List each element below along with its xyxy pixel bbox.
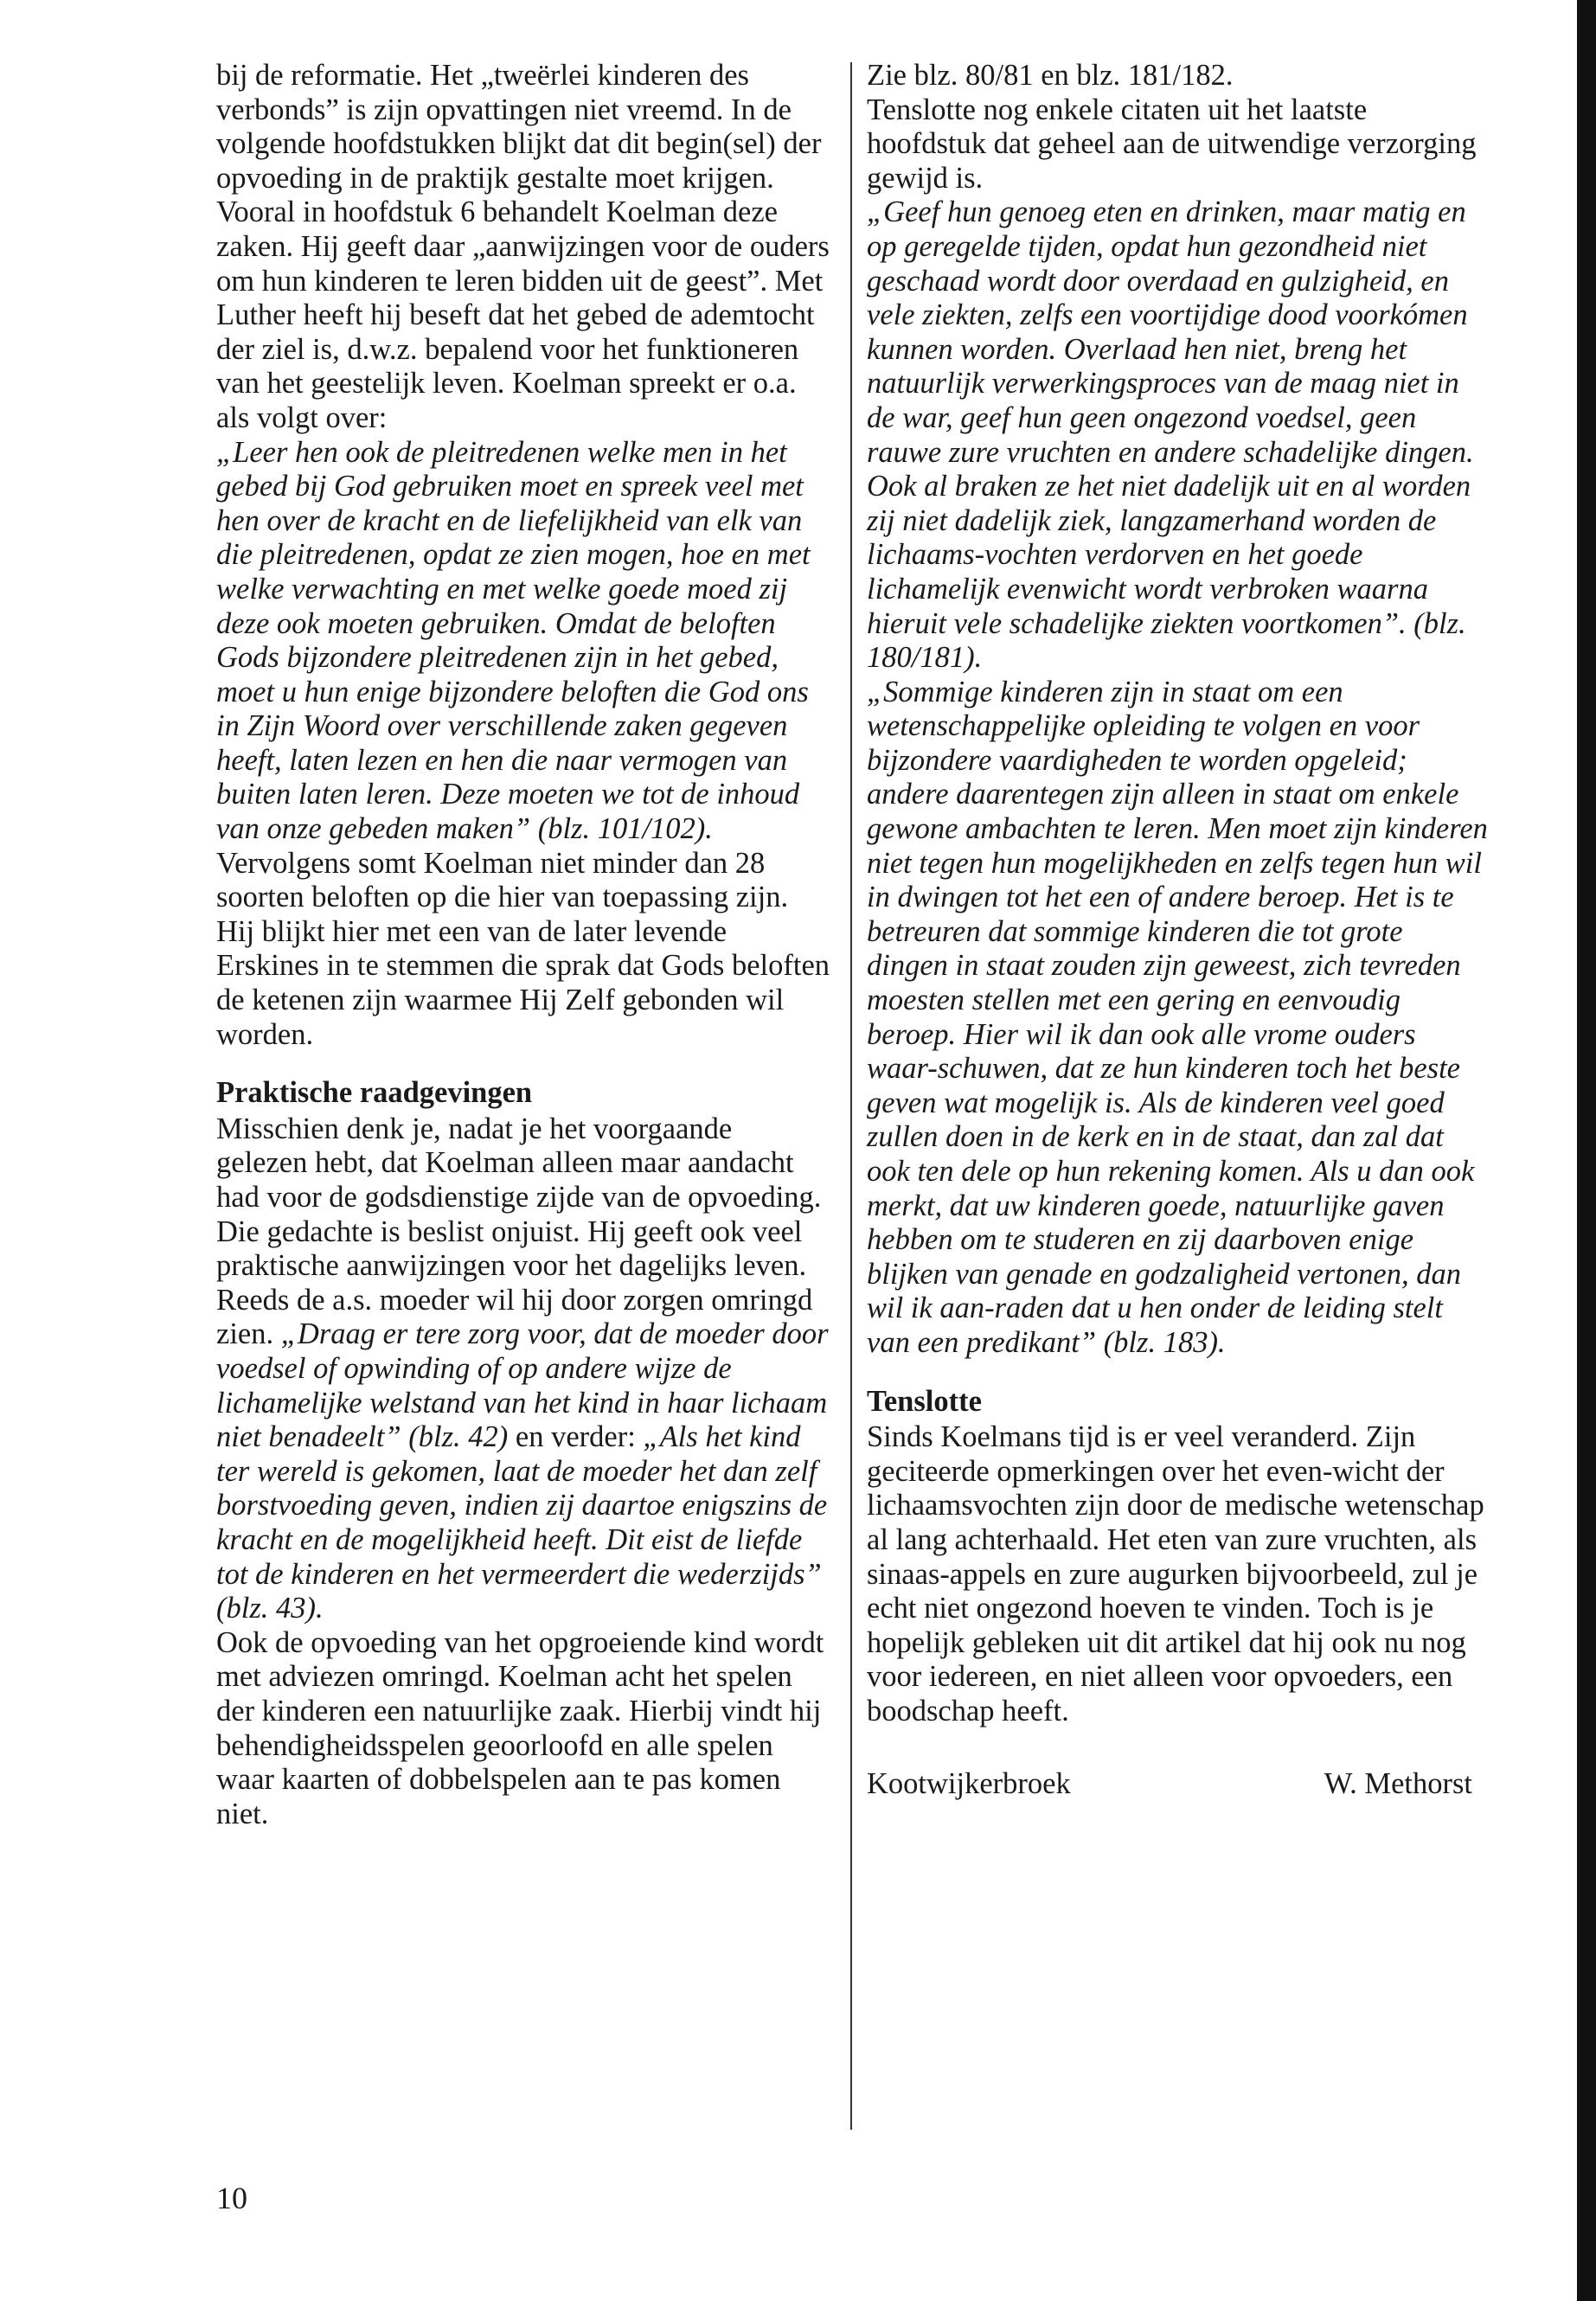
left-p3-text-a: Misschien denk je, nadat je het voorgaande gelezen hebt, dat Koelman alleen maar aandacht had voor de godsdienstige zijde van de opvoeding. Die gedachte is beslist onjuist. Hij geeft ook veel praktische aanwijzingen voor het dagelijks leven. Reeds de a.s. moeder wil hij door zorgen omringd zien. [216,1112,822,1351]
left-p3-quote-1: „Draag er tere zorg voor, dat de moeder door voedsel of opwinding of op andere wijze de lichamelijke welstand van het kind in haar lichaam niet benadeelt” (blz. 42) [216,1317,829,1454]
left-quote-1: „Leer hen ook de pleitredenen welke men in het gebed bij God gebruiken moet en spreek veel met hen over de kracht en de liefelijkheid van elk van die pleitredenen, opdat ze zien mogen, hoe en met welke verwachting en met welke goede moed zij deze ook moeten gebruiken. Omdat de beloften Gods bijzondere pleitredenen zijn in het gebed, moet u hun enige bijzondere beloften die God ons in Zijn Woord over verschillende zaken gegeven heeft, laten lezen en hen die naar vermogen van buiten laten leren. Deze moeten we tot de inhoud van onze gebeden maken” (blz. 101/102). [216,435,811,846]
left-paragraph-4: Ook de opvoeding van het opgroeiende kind wordt met adviezen omringd. Koelman acht het spelen der kinderen een natuurlijke zaak. Hierbij vindt hij behendigheidsspelen geoorloofd en alle spelen waar kaarten of dobbelspelen aan te pas komen niet. [216,1625,824,1830]
left-column [216,59,830,1831]
right-quote-2: „Sommige kinderen zijn in staat om een wetenschappelijke opleiding te volgen en voor bijzondere vaardigheden te worden opgeleid; andere daarentegen zijn alleen in staat om enkele gewone ambachten te leren. Men moet zijn kinderen niet tegen hun mogelijkheden en zelfs tegen hun wil in dwingen tot het een of andere beroep. Het is te betreuren dat sommige kinderen die tot grote dingen in staat zouden zijn geweest, zich tevreden moesten stellen met een gering en eenvoudig beroep. Hier wil ik dan ook alle vrome ouders waar-schuwen, dat ze hun kinderen toch het beste geven wat mogelijk is. Als de kinderen veel goed zullen doen in de kerk en in de staat, dan zal dat ook ten dele op hun rekening komen. Als u dan ook merkt, dat uw kinderen goede, natuurlijke gaven hebben om te studeren en zij daarboven enige blijken van genade en godzaligheid vertonen, dan wil ik aan-raden dat u hen onder de leiding stelt van een predikant” (blz. 183). [867,675,1488,1359]
right-quote-1: „Geef hun genoeg eten en drinken, maar matig en op geregelde tijden, opdat hun gezondheid niet geschaad wordt door overdaad en gulzigheid, en vele ziekten, zelfs een voortijdige dood voorkómen kunnen worden. Overlaad hen niet, breng het natuurlijk verwerkingsproces van de maag niet in de war, geef hun geen ongezond voedsel, geen rauwe zure vruchten en andere schadelijke dingen. Ook al braken ze het niet dadelijk uit en al worden zij niet dadelijk ziek, langzamerhand worden de lichaams-vochten verdorven en het goede lichamelijk evenwicht wordt verbroken waarna hieruit vele schadelijke ziekten voortkomen”. (blz. 180/181). [867,195,1474,675]
left-paragraph-3 [216,1112,830,1626]
left-p3-text-b: en verder: [508,1420,644,1454]
right-paragraph-1: Zie blz. 80/81 en blz. 181/182. [867,59,1234,92]
signature-author: W. Methorst [1324,1766,1472,1800]
right-column [867,59,1491,1801]
signature-line [867,1767,1472,1802]
column-divider [850,62,852,2130]
section-heading-praktische: Praktische raadgevingen [216,1076,533,1110]
scan-edge-bar [1577,0,1596,2301]
page-number: 10 [216,2181,247,2215]
signature-place: Kootwijkerbroek [867,1766,1071,1800]
right-paragraph-2: Tenslotte nog enkele citaten uit het laatste hoofdstuk dat geheel aan de uitwendige verzorging gewijd is. [867,93,1477,195]
left-paragraph-1: bij de reformatie. Het „tweërlei kinderen des verbonds” is zijn opvattingen niet vreemd. In de volgende hoofdstukken blijkt dat dit begin(sel) der opvoeding in de praktijk gestalte moet krijgen. Vooral in hoofdstuk 6 behandelt Koelman deze zaken. Hij geeft daar „aanwijzingen voor de ouders om hun kinderen te leren bidden uit de geest”. Met Luther heeft hij beseft dat het gebed de ademtocht der ziel is, d.w.z. bepalend voor het funktioneren van het geestelijk leven. Koelman spreekt er o.a. als volgt over: [216,59,830,434]
section-heading-tenslotte: Tenslotte [867,1384,982,1418]
left-p3-quote-2: „Als het kind ter wereld is gekomen, laat de moeder het dan zelf borstvoeding geven, indien zij daartoe enigszins de kracht en de mogelijkheid heeft. Dit eist de liefde tot de kinderen en het vermeerdert die wederzijds” (blz. 43). [216,1420,828,1625]
left-paragraph-2: Vervolgens somt Koelman niet minder dan 28 soorten beloften op die hier van toepassing zijn. Hij blijkt hier met een van de later levende Erskines in te stemmen die sprak dat Gods beloften de ketenen zijn waarmee Hij Zelf gebonden wil worden. [216,846,830,1051]
right-paragraph-3: Sinds Koelmans tijd is er veel veranderd. Zijn geciteerde opmerkingen over het even-wicht der lichaamsvochten zijn door de medische wetenschap al lang achterhaald. Het eten van zure vruchten, als sinaas-appels en zure augurken bijvoorbeeld, zul je echt niet ongezond hoeven te vinden. Toch is je hopelijk gebleken uit dit artikel dat hij ook nu nog voor iedereen, en niet alleen voor opvoeders, een boodschap heeft. [867,1420,1484,1727]
